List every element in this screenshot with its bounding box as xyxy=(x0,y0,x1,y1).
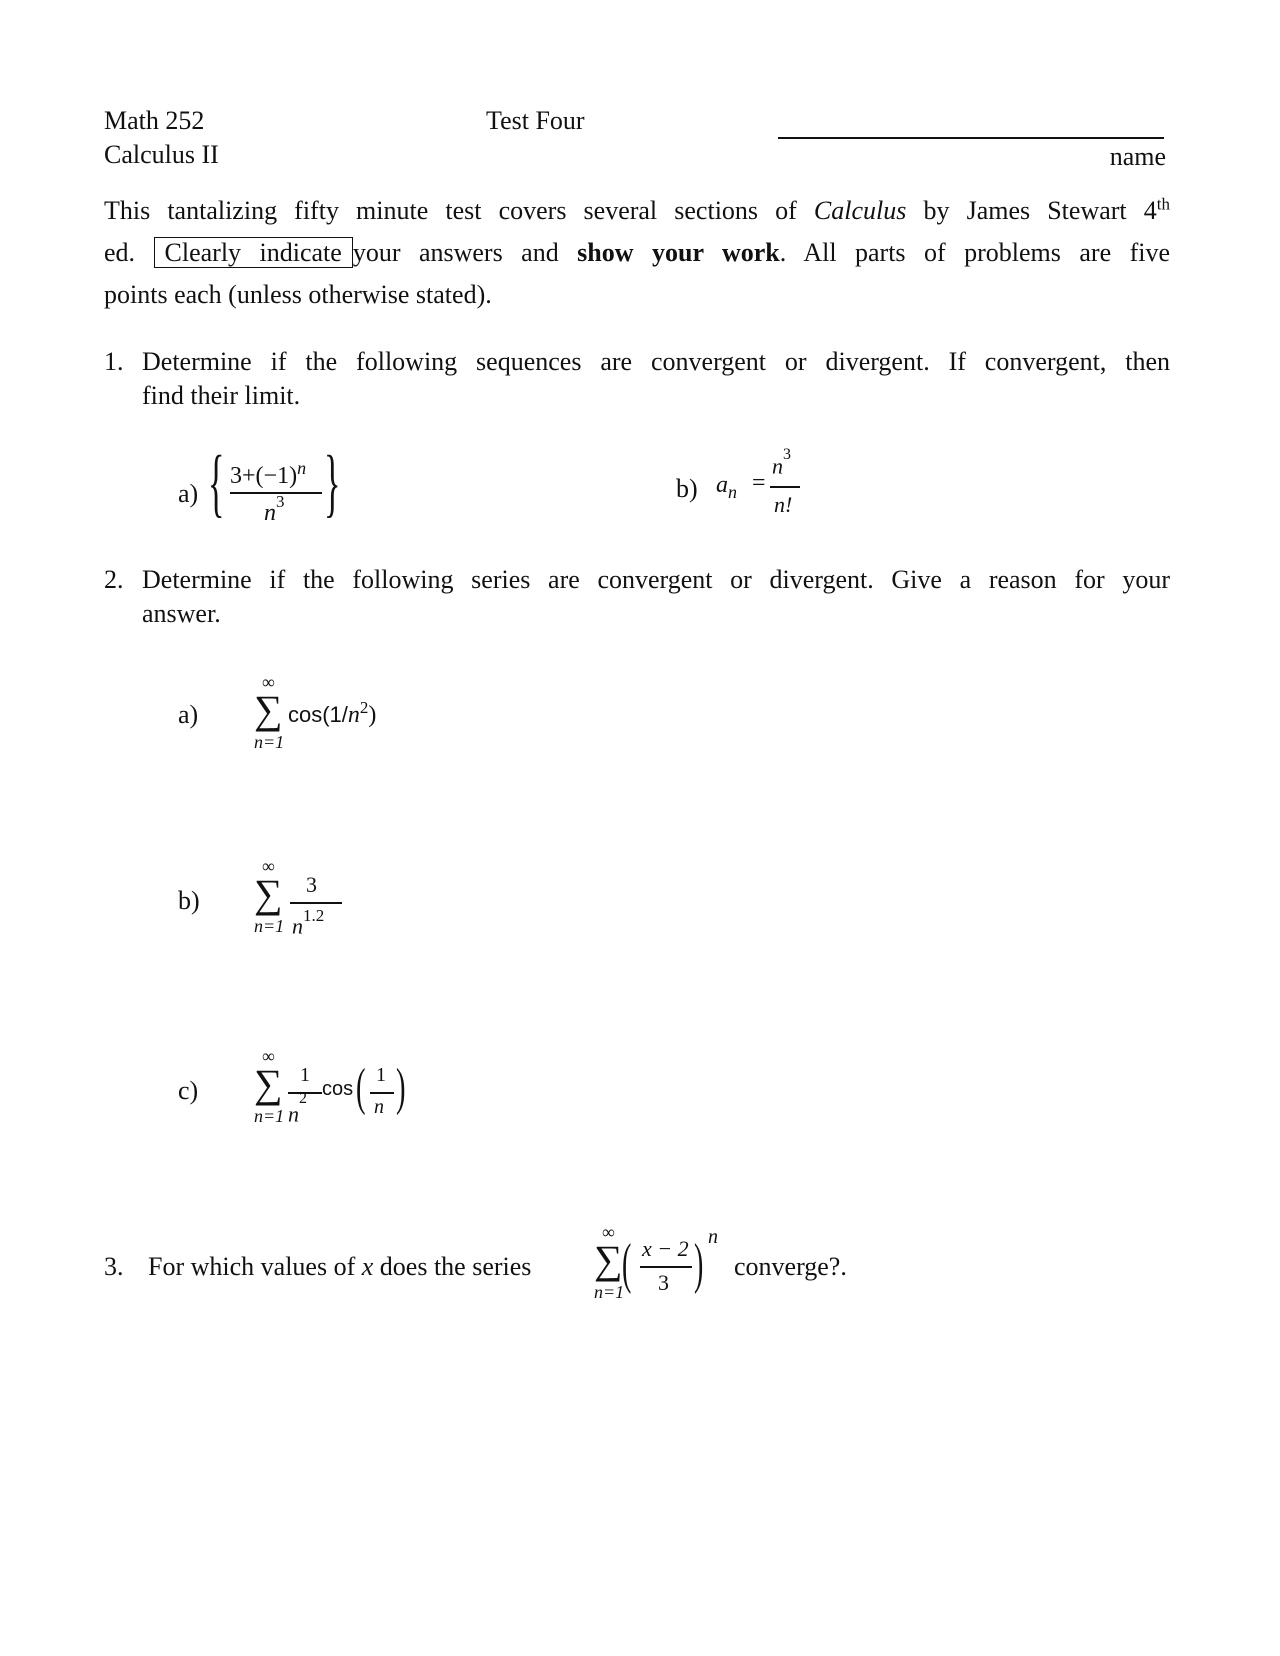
q2b-label: b) xyxy=(178,886,200,915)
q3-exponent: n xyxy=(708,1226,718,1248)
q1b-label: b) xyxy=(676,474,698,503)
question-2-line-2: answer. xyxy=(142,599,221,628)
q1b-equals: = xyxy=(752,470,766,496)
question-1 xyxy=(104,345,1170,413)
q3-fraction-bar xyxy=(640,1266,692,1268)
q2b-denominator: $n^{1.2}$ xyxy=(292,906,325,939)
q1a-expression xyxy=(208,441,344,538)
q1b-fraction-bar xyxy=(770,486,800,488)
right-paren: ) xyxy=(396,1059,406,1116)
question-1-line-1: Determine if the following sequences are convergent or divergent. If convergent, then xyxy=(142,347,1170,376)
question-2-number: 2. xyxy=(104,565,124,594)
course-name: Calculus II xyxy=(104,140,219,169)
q2b-sigma: ∑ xyxy=(254,871,283,916)
question-3-ending: converge?. xyxy=(734,1252,847,1281)
q2b-numerator: 3 xyxy=(306,872,317,897)
q3-denominator: 3 xyxy=(658,1270,669,1295)
q2c-label: c) xyxy=(178,1076,199,1105)
left-paren: ( xyxy=(356,1059,366,1116)
q2c-inner-numerator: 1 xyxy=(376,1064,386,1086)
q2b-upper-limit: ∞ xyxy=(262,856,275,876)
show-work-emphasis: show your work xyxy=(577,238,780,267)
q2a-term: $\cos(1/n^2)$ xyxy=(288,698,377,728)
intro-paragraph xyxy=(104,190,1170,316)
intro-line-1: This tantalizing fifty minute test covers several sections of Calculus by James Stewart 4th xyxy=(104,194,1170,225)
q3-upper-limit: ∞ xyxy=(602,1222,615,1242)
q3-series xyxy=(594,1222,734,1308)
q2c-sigma: ∑ xyxy=(254,1061,283,1106)
name-line[interactable] xyxy=(778,137,1164,139)
q3-variable: x xyxy=(361,1252,374,1281)
clearly-indicate-box: Clearly indicate xyxy=(154,237,353,268)
q2c-cos: cos xyxy=(322,1078,354,1100)
question-2 xyxy=(104,563,1170,631)
q3-numerator: x − 2 xyxy=(642,1236,689,1261)
q1a-numerator: $3+(-1)^n$ xyxy=(230,458,307,489)
q3-left-paren: ( xyxy=(622,1233,632,1295)
q1b-lhs: $a_n$ xyxy=(716,472,737,502)
name-label: name xyxy=(1109,142,1166,171)
q2a-sigma: ∑ xyxy=(254,687,283,732)
q1a-denominator: $n^3$ xyxy=(264,492,285,526)
q1b-expression xyxy=(716,446,816,520)
q2b-lower-limit: n=1 xyxy=(254,916,285,936)
question-1-number: 1. xyxy=(104,347,124,376)
q2c-inner-fraction-bar xyxy=(370,1092,394,1094)
q2a-expression xyxy=(254,672,404,758)
q2c-denominator: $n^2$ xyxy=(288,1090,307,1127)
intro-line-3: points each (unless otherwise stated). xyxy=(104,280,492,309)
q2b-expression xyxy=(254,856,354,942)
q1a-label: a) xyxy=(178,479,199,508)
test-title: Test Four xyxy=(486,106,585,135)
question-3-text: For which values of x does the series xyxy=(148,1252,532,1281)
q3-sigma: ∑ xyxy=(594,1237,623,1282)
intro-line-2: ed. Clearly indicate your answers and show your work. All parts of problems are five xyxy=(104,238,1170,267)
question-2-line-1: Determine if the following series are convergent or divergent. Give a reason for your xyxy=(142,565,1170,594)
q1b-denominator: n! xyxy=(774,492,793,517)
q2c-inner-denominator: n xyxy=(374,1096,384,1118)
q2b-fraction-bar xyxy=(290,902,342,904)
left-brace: { xyxy=(208,441,225,525)
question-3-number: 3. xyxy=(104,1252,124,1281)
q2c-lower-limit: n=1 xyxy=(254,1106,285,1126)
right-brace: } xyxy=(324,441,341,525)
q2c-expression xyxy=(254,1046,414,1132)
q3-right-paren: ) xyxy=(694,1233,704,1295)
q2c-numerator: 1 xyxy=(300,1064,310,1086)
question-1-line-2: find their limit. xyxy=(142,381,301,410)
q1b-numerator: $n^3$ xyxy=(772,446,791,479)
book-title: Calculus xyxy=(813,196,907,225)
q2a-lower-limit: n=1 xyxy=(254,732,285,752)
q2c-upper-limit: ∞ xyxy=(262,1046,275,1066)
q2a-upper-limit: ∞ xyxy=(262,672,275,692)
q2a-label: a) xyxy=(178,700,199,729)
course-number: Math 252 xyxy=(104,106,205,135)
q3-lower-limit: n=1 xyxy=(594,1282,625,1302)
